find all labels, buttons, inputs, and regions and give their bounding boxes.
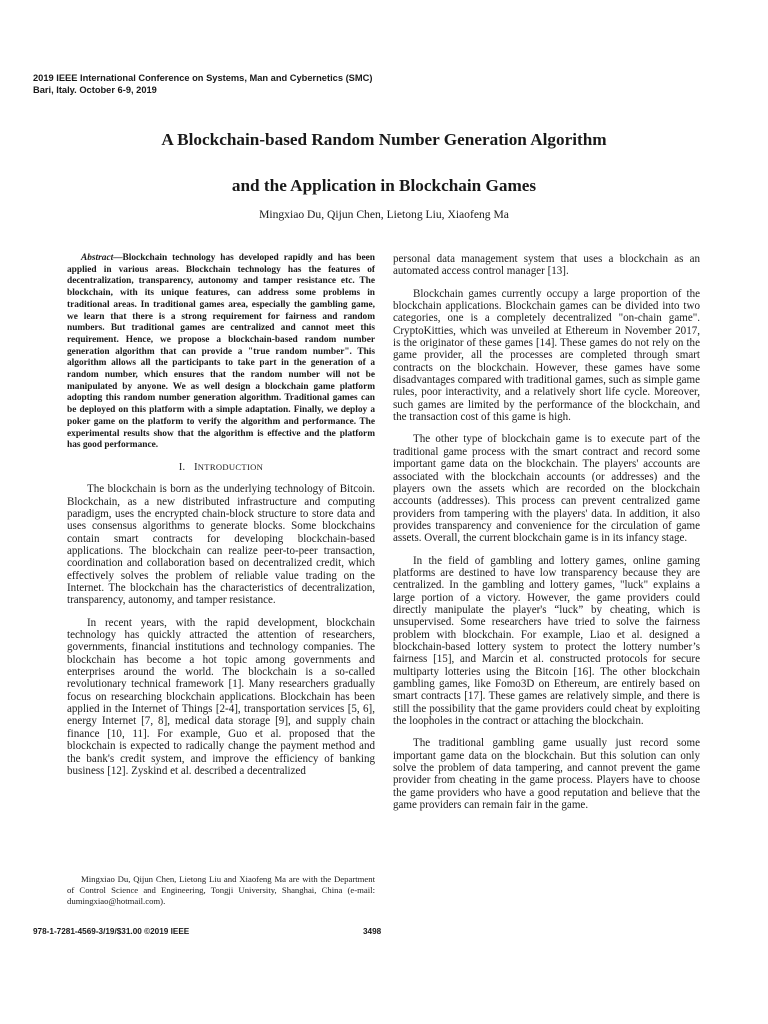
body-paragraph: personal data management system that uses a blockchain as an automated access control manager [13]. [393,253,700,278]
conference-name: 2019 IEEE International Conference on Systems, Man and Cybernetics (SMC) [33,73,373,83]
body-paragraph: Blockchain games currently occupy a large proportion of the blockchain applications. Blockchain games can be divided into two categories, one is a completely decentralized "on-chain game". CryptoKitties, which was unveiled at Ethereum in November 2017, is the originator of these games [14]. These games do not rely on the game provider, all the processes are completed through smart contracts on the blockchain. However, these games have some disadvantages compared with traditional games, such as simple game rules, poor interactivity, and a relatively short life cycle. Moreover, such games are limited by the performance of the blockchain, and the transaction cost of this game is high. [393,287,700,424]
abstract-label: Abstract [81,253,114,263]
body-paragraph: The traditional gambling game usually just record some important game data on the blockchain. But this solution can only solve the problem of data tampering, and cannot prevent the game provider from cheating in the game process. Players have to choose the game providers who have a good reputation and believe that the game providers can remain fair in the game. [393,737,700,812]
section-number: I. [178,461,186,473]
body-paragraph: In the field of gambling and lottery games, online gaming platforms are destined to have low transparency because they are centralized. In the gambling and lottery games, "luck" explains a large portion of a victory. However, the game providers could directly manipulate the player's “luck” by cheating, which is unsupervised. Some researchers have tried to solve the fairness problem with blockchain. For example, Liao et al. designed a blockchain-based lottery system to protect the lottery number’s fairness [15], and Marcin et al. constructed protocols for secure multiparty lotteries using the Bitcoin [16]. The other blockchain gambling games, like Fomo3D on Ethereum, are entirely based on smart contracts [17]. These games are relatively simple, and there is still the possibility that the game providers could cheat by exploiting the loopholes in the contract or attaching the blockchain. [393,554,700,728]
paper-title-line-1: A Blockchain-based Random Number Generation Algorithm [161,130,607,149]
page-number: 3498 [363,927,382,936]
abstract-dash: — [113,253,123,263]
author-footnote: Mingxiao Du, Qijun Chen, Lietong Liu and Xiaofeng Ma are with the Department of Control Science and Engineering, Tongji University, Shanghai, China (e-mail: dumingxiao@hotmail.com). [67,874,375,907]
isbn-copyright: 978-1-7281-4569-3/19/$31.00 ©2019 IEEE [33,927,190,936]
abstract [67,253,375,452]
right-column [393,253,700,821]
abstract-text: Blockchain technology has developed rapidly and has been applied in various areas. Blockchain technology has the features of decentralization, transparency, autonomy and tamper resistance etc. The blockchain, with its unique features, can address some problems in traditional areas. In traditional games area, especially the gambling game, we learn that there is a strong requirement for fairness and random numbers. But traditional games are centralized and cannot meet this requirement. Hence, we propose a blockchain-based random number generation algorithm that can provide a "true random number". This algorithm allows all the participants to take part in the generation of a random number, which ensures that the random number will not be manipulated by anyone. We as well design a blockchain game platform adopting this random number generation algorithm. Traditional games can be deployed on this platform with a simple adaptation. Finally, we deploy a poker game on the platform to verify the algorithm and performance. The experimental results show that the algorithm is effective and the platform has good performance. [67,253,375,451]
body-paragraph: The blockchain is born as the underlying technology of Bitcoin. Blockchain, as a new distributed infrastructure and computing paradigm, uses the encrypted chain-block structure to store data and uses consensus algorithms to generate blocks. Some blockchains contain smart contracts for developing blockchain-based applications. The blockchain can realize peer-to-peer transaction, coordination and collaboration based on decentralized credit, which effectively solves the problem of reliable value trading on the Internet. The blockchain has the characteristics of decentralization, transparency, autonomy, and tamper resistance. [67,483,375,607]
conference-location: Bari, Italy. October 6-9, 2019 [33,85,157,95]
left-column [67,253,375,787]
section-heading-introduction [67,461,375,474]
paper-title-line-2: and the Application in Blockchain Games [231,176,537,195]
body-paragraph: The other type of blockchain game is to execute part of the traditional game process with the smart contract and record some important game data on the blockchain. The players' accounts are associated with the blockchain accounts (or addresses) and the players own the assets which are recorded on the blockchain accounts (addresses). This process can prevent centralized game providers from tampering with the players' data. In addition, it also provides transparency and convenience for the circulation of game assets. Overall, the current blockchain game is in its infancy stage. [393,433,700,545]
body-paragraph: In recent years, with the rapid development, blockchain technology has quickly attracted the attention of researchers, governments, financial institutions and technology companies. The blockchain has become a hot topic among governments and enterprises around the world. The blockchain is a so-called revolutionary technical framework [1]. Many researchers gradually focus on researching blockchain applications. Blockchain has been applied in the Internet of Things [2-4], transportation services [5, 6], energy Internet [7, 8], medical data storage [9], and supply chain finance [10, 11]. For example, Guo et al. proposed that the blockchain is expected to radically change the payment method and the bank's credit system, and improve the efficiency of banking business [12]. Zyskind et al. described a decentralized [67,616,375,777]
conference-header [33,72,372,96]
section-title-initial: I [194,461,198,473]
section-title-rest: NTRODUCTION [197,461,264,472]
author-list: Mingxiao Du, Qijun Chen, Lietong Liu, Xiaofeng Ma [259,208,509,221]
